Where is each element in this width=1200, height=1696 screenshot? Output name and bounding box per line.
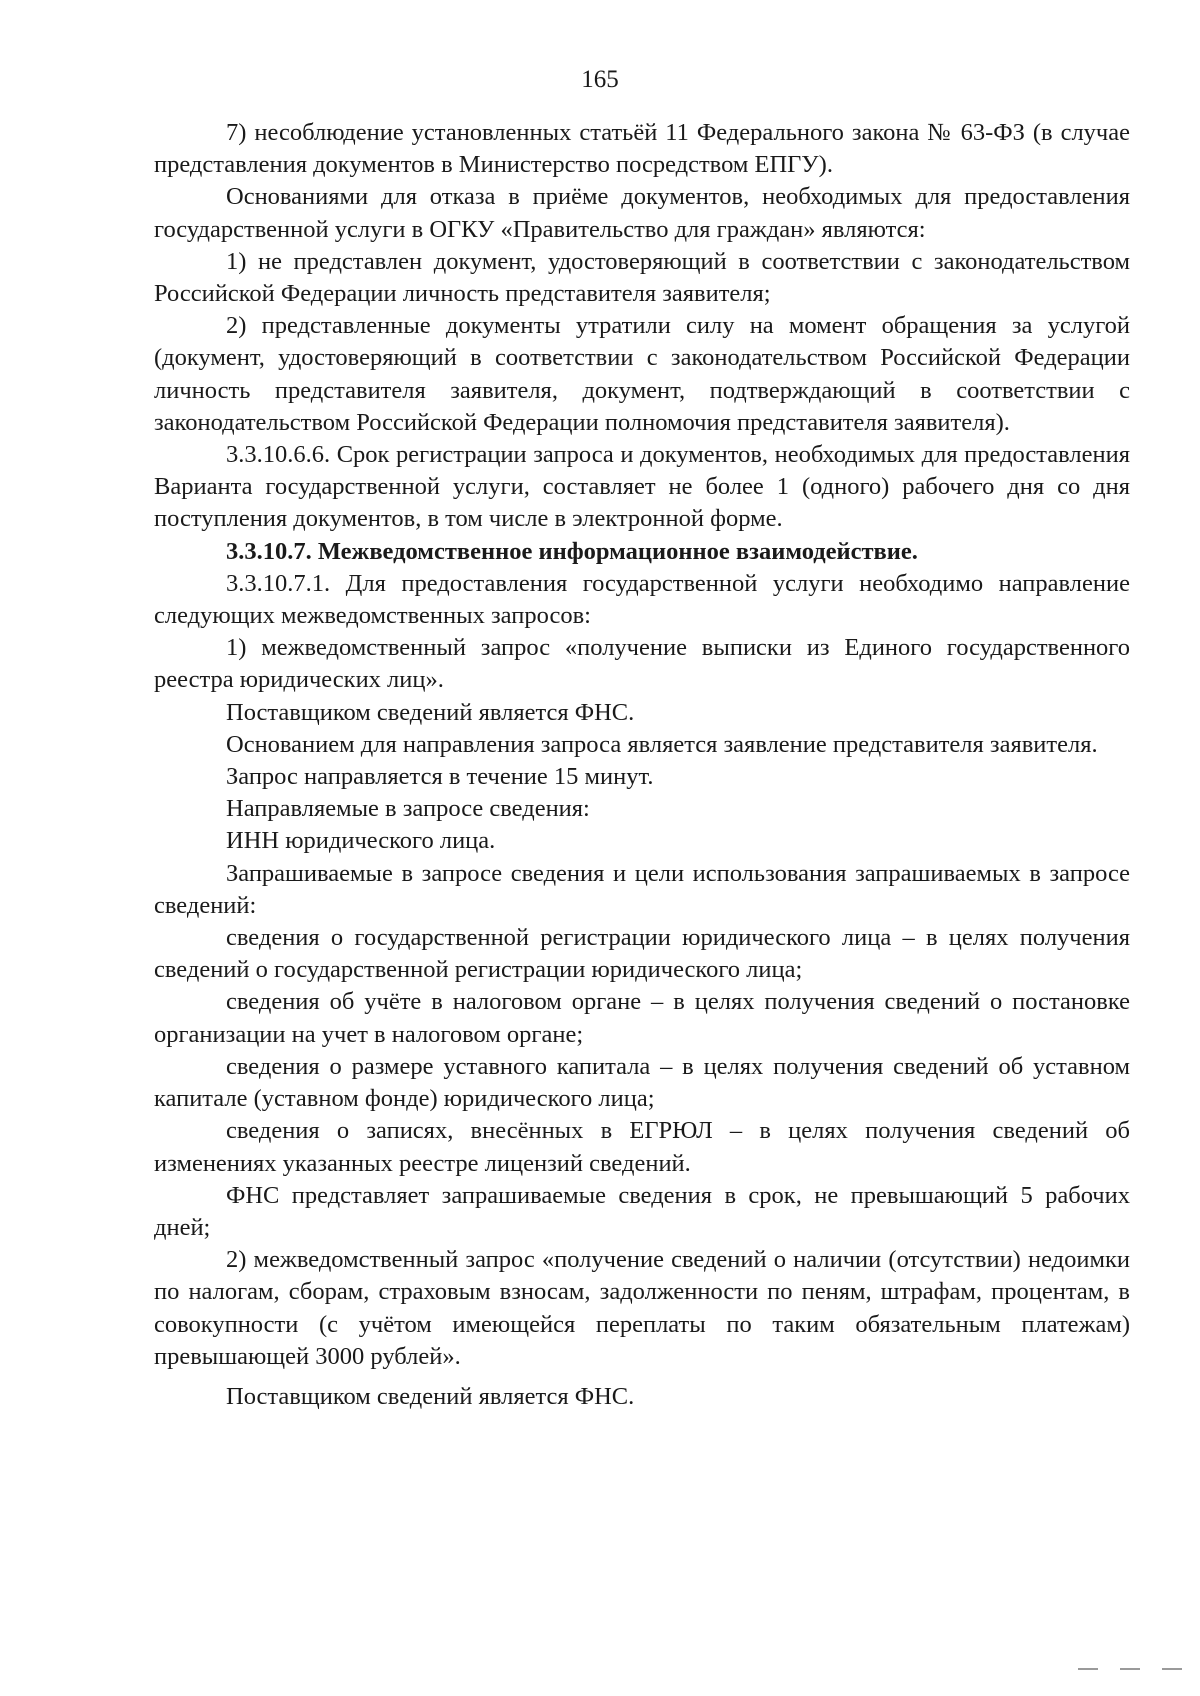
paragraph: Основаниями для отказа в приёме документов, необходимых для предоставления государственной услуги в ОГКУ «Правительство для граждан» являются: xyxy=(154,183,1130,243)
paragraph: 3.3.10.6.6. Срок регистрации запроса и документов, необходимых для предоставления Варианта государственной услуги, составляет не более 1 (одного) рабочего дня со дня поступления документов, в том числе в электронной форме. xyxy=(154,441,1130,533)
scan-mark xyxy=(1078,1668,1098,1670)
paragraph: Основанием для направления запроса является заявление представителя заявителя. xyxy=(226,730,1098,758)
paragraph: сведения об учёте в налоговом органе – в целях получения сведений о постановке организации на учет в налоговом органе; xyxy=(154,988,1130,1048)
paragraph: Запрос направляется в течение 15 минут. xyxy=(226,763,654,791)
paragraph: 3.3.10.7. Межведомственное информационное взаимодействие. xyxy=(226,537,918,565)
paragraph: Поставщиком сведений является ФНС. xyxy=(226,1382,635,1410)
paragraph: сведения о записях, внесённых в ЕГРЮЛ – в целях получения сведений об изменениях указанных реестре лицензий сведений. xyxy=(154,1117,1130,1177)
paragraph: ИНН юридического лица. xyxy=(226,827,496,855)
paragraph: Поставщиком сведений является ФНС. xyxy=(226,698,635,726)
page-number: 165 xyxy=(581,66,619,93)
document-body xyxy=(154,117,1130,1413)
paragraph: 7) несоблюдение установленных статьёй 11 Федерального закона № 63-ФЗ (в случае представления документов в Министерство посредством ЕПГУ). xyxy=(154,119,1130,179)
paragraph: 2) представленные документы утратили силу на момент обращения за услугой (документ, удостоверяющий в соответствии с законодательством Российской Федерации личность представителя заявителя, документ, подтверждающий в соответствии с законодательством Российской Федерации полномочия представителя заявителя). xyxy=(154,312,1130,436)
paragraph: Направляемые в запросе сведения: xyxy=(226,795,590,823)
paragraph: Запрашиваемые в запросе сведения и цели использования запрашиваемых в запросе сведений: xyxy=(154,859,1130,919)
paragraph: сведения о государственной регистрации юридического лица – в целях получения сведений о государственной регистрации юридического лица; xyxy=(154,924,1130,984)
scan-mark xyxy=(1120,1668,1140,1670)
scan-corner-marks xyxy=(1078,1668,1182,1670)
paragraph: 1) не представлен документ, удостоверяющий в соответствии с законодательством Российской Федерации личность представителя заявителя; xyxy=(154,247,1130,308)
paragraph: 2) межведомственный запрос «получение сведений о наличии (отсутствии) недоимки по налогам, сборам, страховым взносам, задолженности по пеням, штрафам, процентам, в совокупности (с учётом имеющейся переплаты по таким обязательным платежам) превышающей 3000 рублей». xyxy=(154,1246,1130,1370)
paragraph: 3.3.10.7.1. Для предоставления государственной услуги необходимо направление следующих межведомственных запросов: xyxy=(154,569,1130,630)
paragraph: 1) межведомственный запрос «получение выписки из Единого государственного реестра юридических лиц». xyxy=(154,634,1130,694)
paragraph: сведения о размере уставного капитала – в целях получения сведений об уставном капитале (уставном фонде) юридического лица; xyxy=(154,1052,1130,1113)
scan-mark xyxy=(1162,1668,1182,1670)
paragraph: ФНС представляет запрашиваемые сведения в срок, не превышающий 5 рабочих дней; xyxy=(154,1181,1130,1241)
